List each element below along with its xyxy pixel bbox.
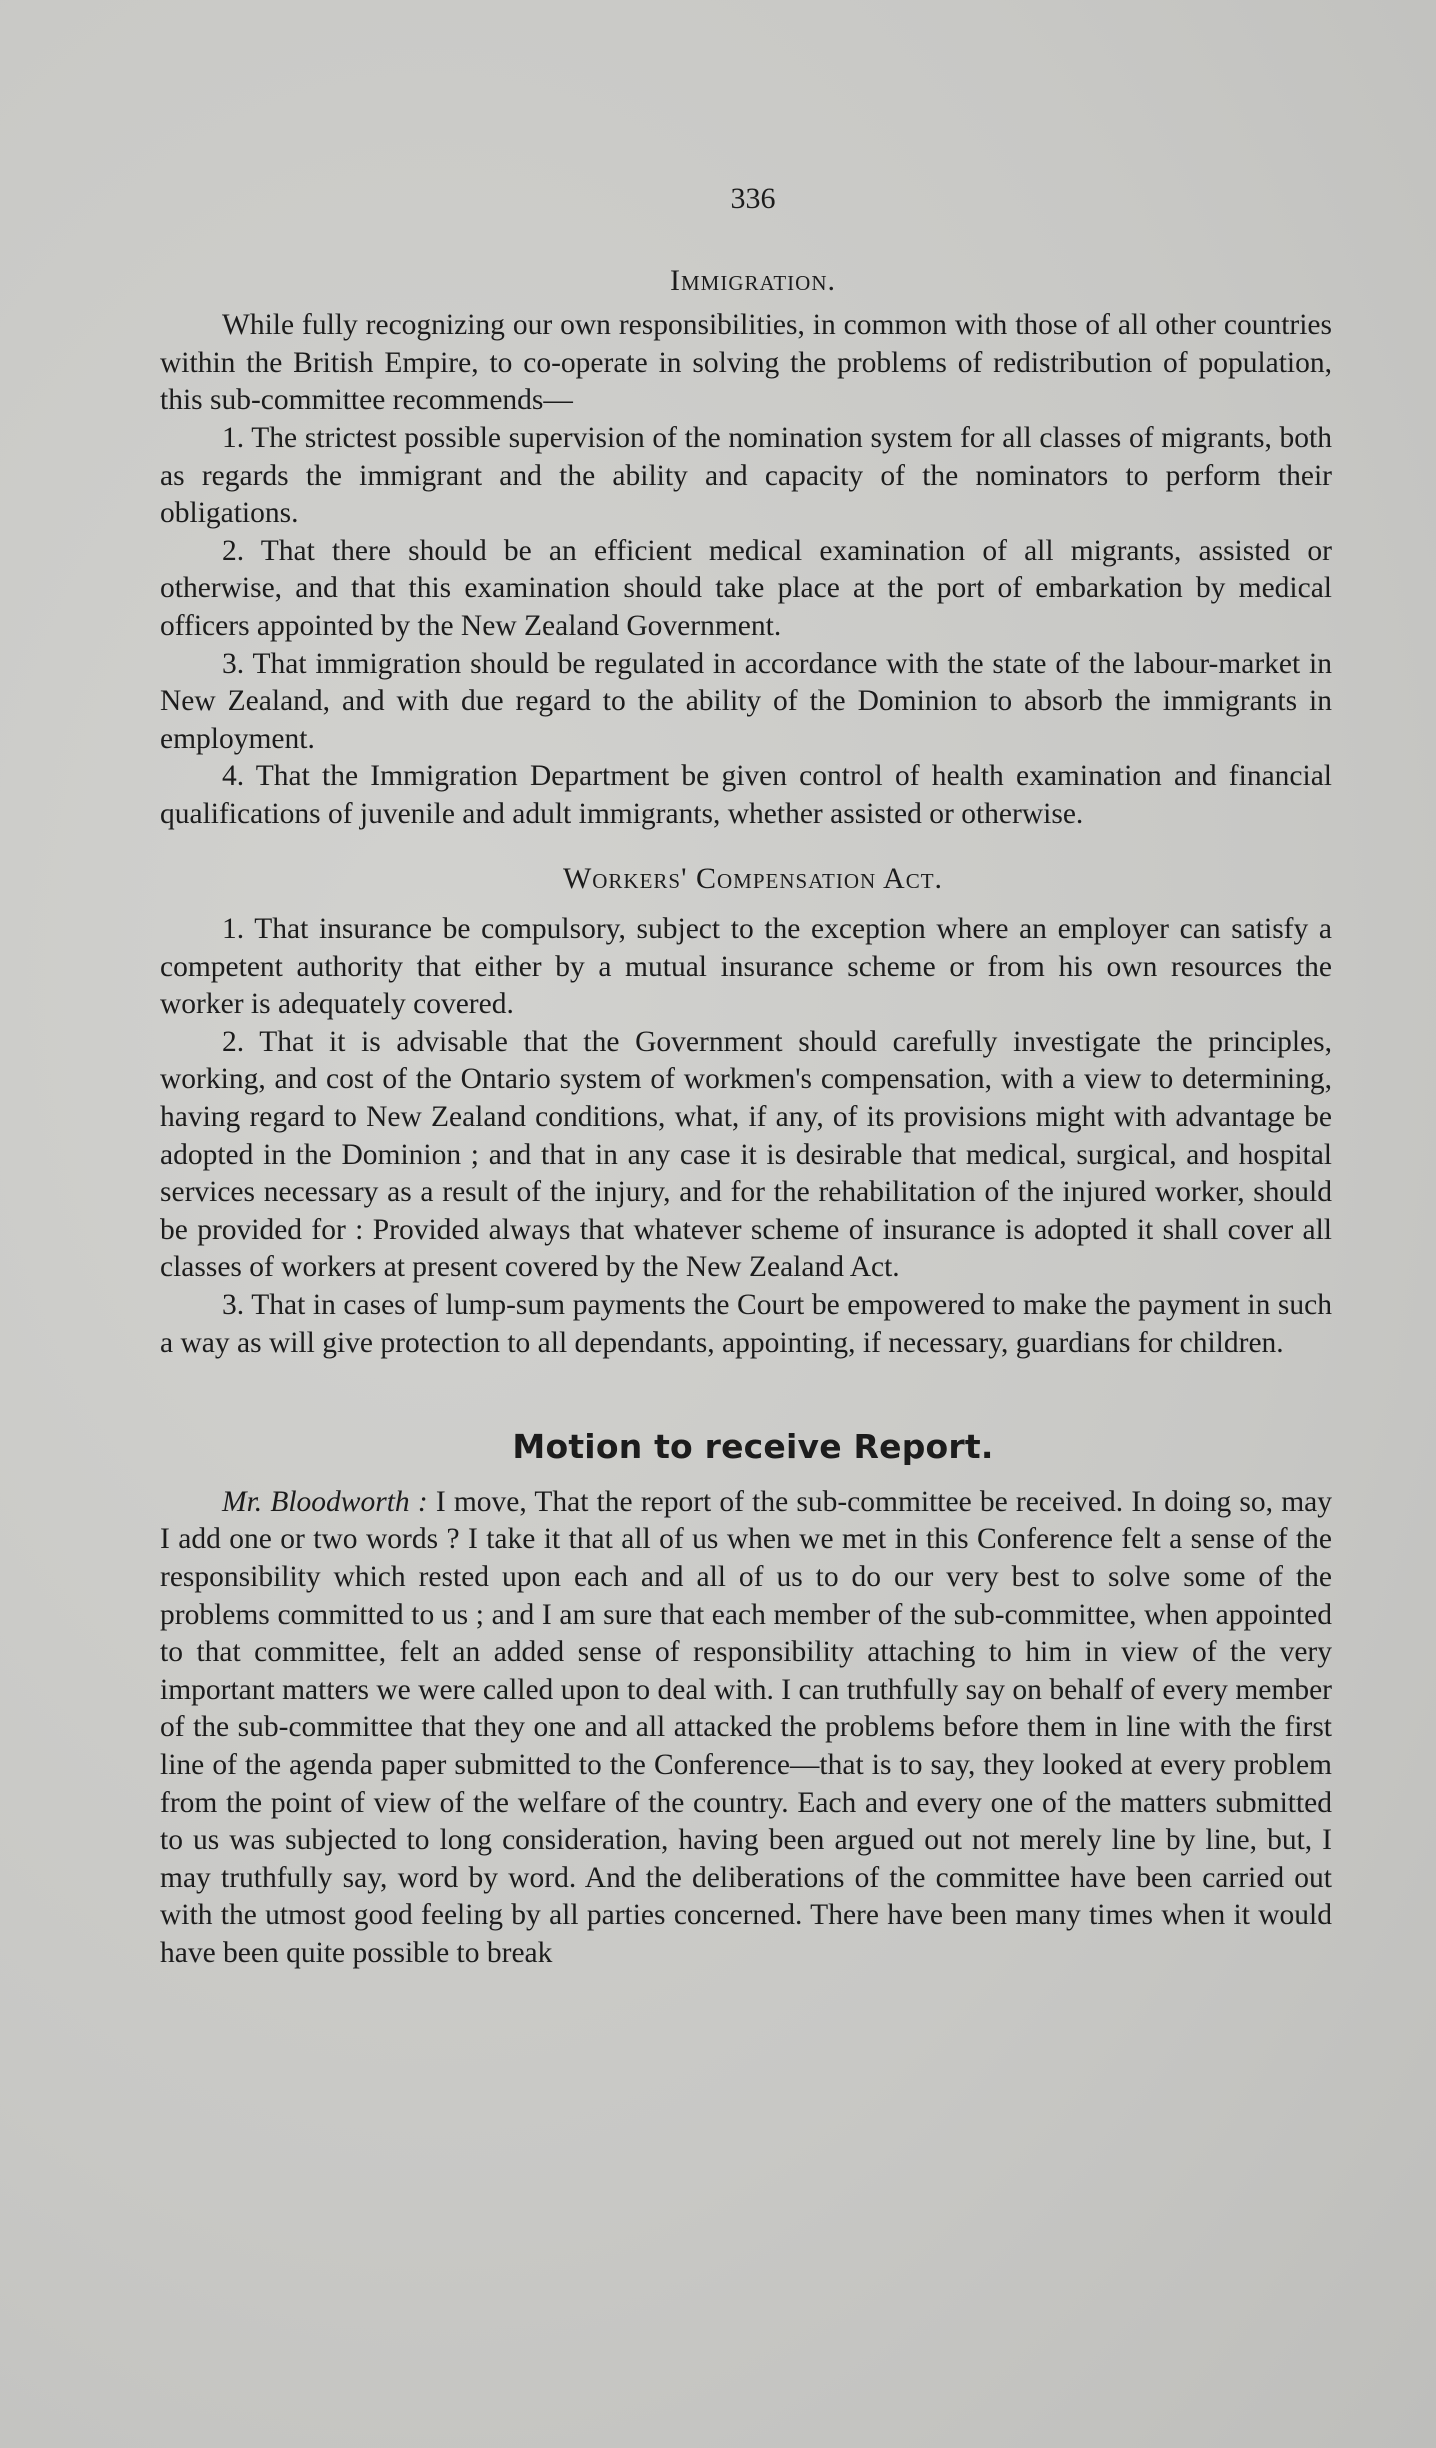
- immigration-item-2: 2. That there should be an efficient medical examination of all migrants, assisted or otherwise, and that this examination should take place at the port of embarkation by medical officers appointed by the New Zealand Government.: [160, 534, 1332, 642]
- workers-compensation-heading: Workers' Compensation Act.: [562, 861, 944, 895]
- immigration-section: [160, 262, 1332, 834]
- motion-section: [160, 1428, 1332, 1972]
- immigration-intro: While fully recognizing our own responsibilities, in common with those of all other countries within the British Empire, to co-operate in solving the problems of redistribution of population, this sub-committee recommends—: [160, 309, 1332, 417]
- speaker-name: Mr. Bloodworth :: [222, 1485, 428, 1518]
- workers-compensation-item-2: 2. That it is advisable that the Government should carefully investigate the principles, working, and cost of the Ontario system of workmen's compensation, with a view to determining, having regard to New Zealand conditions, what, if any, of its provisions might with advantage be adopted in the Dominion ; and that in any case it is desirable that medical, surgical, and hospital services necessary as a result of the injury, and for the rehabilitation of the injured worker, should be provided for : Provided always that whatever scheme of insurance is adopted it shall cover all classes of workers at present covered by the New Zealand Act.: [160, 1025, 1332, 1284]
- immigration-item-3: 3. That immigration should be regulated in accordance with the state of the labour-market in New Zealand, and with due regard to the ability of the Dominion to absorb the immigrants in employment.: [160, 647, 1332, 755]
- workers-compensation-item-3: 3. That in cases of lump-sum payments the Court be empowered to make the payment in such a way as will give protection to all dependants, appointing, if necessary, guardians for children.: [160, 1289, 1332, 1359]
- document-page: [160, 180, 1332, 1973]
- immigration-item-4: 4. That the Immigration Department be given control of health examination and financial qualifications of juvenile and adult immigrants, whether assisted or otherwise.: [160, 760, 1332, 830]
- speech-text: I move, That the report of the sub-committee be received. In doing so, may I add one or two words ? I take it that all of us when we met in this Conference felt a sense of the responsibility which rested upon each and all of us to do our very best to solve some of the problems committed to us ; and I am sure that each member of the sub-committee, when appointed to that committee, felt an added sense of responsibility attaching to him in view of the very important matters we were called upon to deal with. I can truthfully say on behalf of every member of the sub-committee that they one and all attacked the problems before them in line with the first line of the agenda paper submitted to the Conference—that is to say, they looked at every problem from the point of view of the welfare of the country. Each and every one of the matters submitted to us was subjected to long consideration, having been argued out not merely line by line, but, I may truthfully say, word by word. And the deliberations of the committee have been carried out with the utmost good feeling by all parties concerned. There have been many times when it would have been quite possible to break: [160, 1485, 1332, 1969]
- page-number: 336: [730, 182, 776, 215]
- motion-heading: Motion to receive Report.: [512, 1427, 994, 1467]
- immigration-heading: Immigration.: [670, 263, 836, 297]
- immigration-item-1: 1. The strictest possible supervision of the nomination system for all classes of migrants, both as regards the immigrant and the ability and capacity of the nominators to perform their obligations.: [160, 421, 1332, 530]
- workers-compensation-item-1: 1. That insurance be compulsory, subject to the exception where an employer can satisfy a competent authority that either by a mutual insurance scheme or from his own resources the worker is adequately covered.: [160, 913, 1332, 1021]
- workers-compensation-section: [160, 860, 1332, 1363]
- motion-speech-paragraph: [160, 1484, 1332, 1973]
